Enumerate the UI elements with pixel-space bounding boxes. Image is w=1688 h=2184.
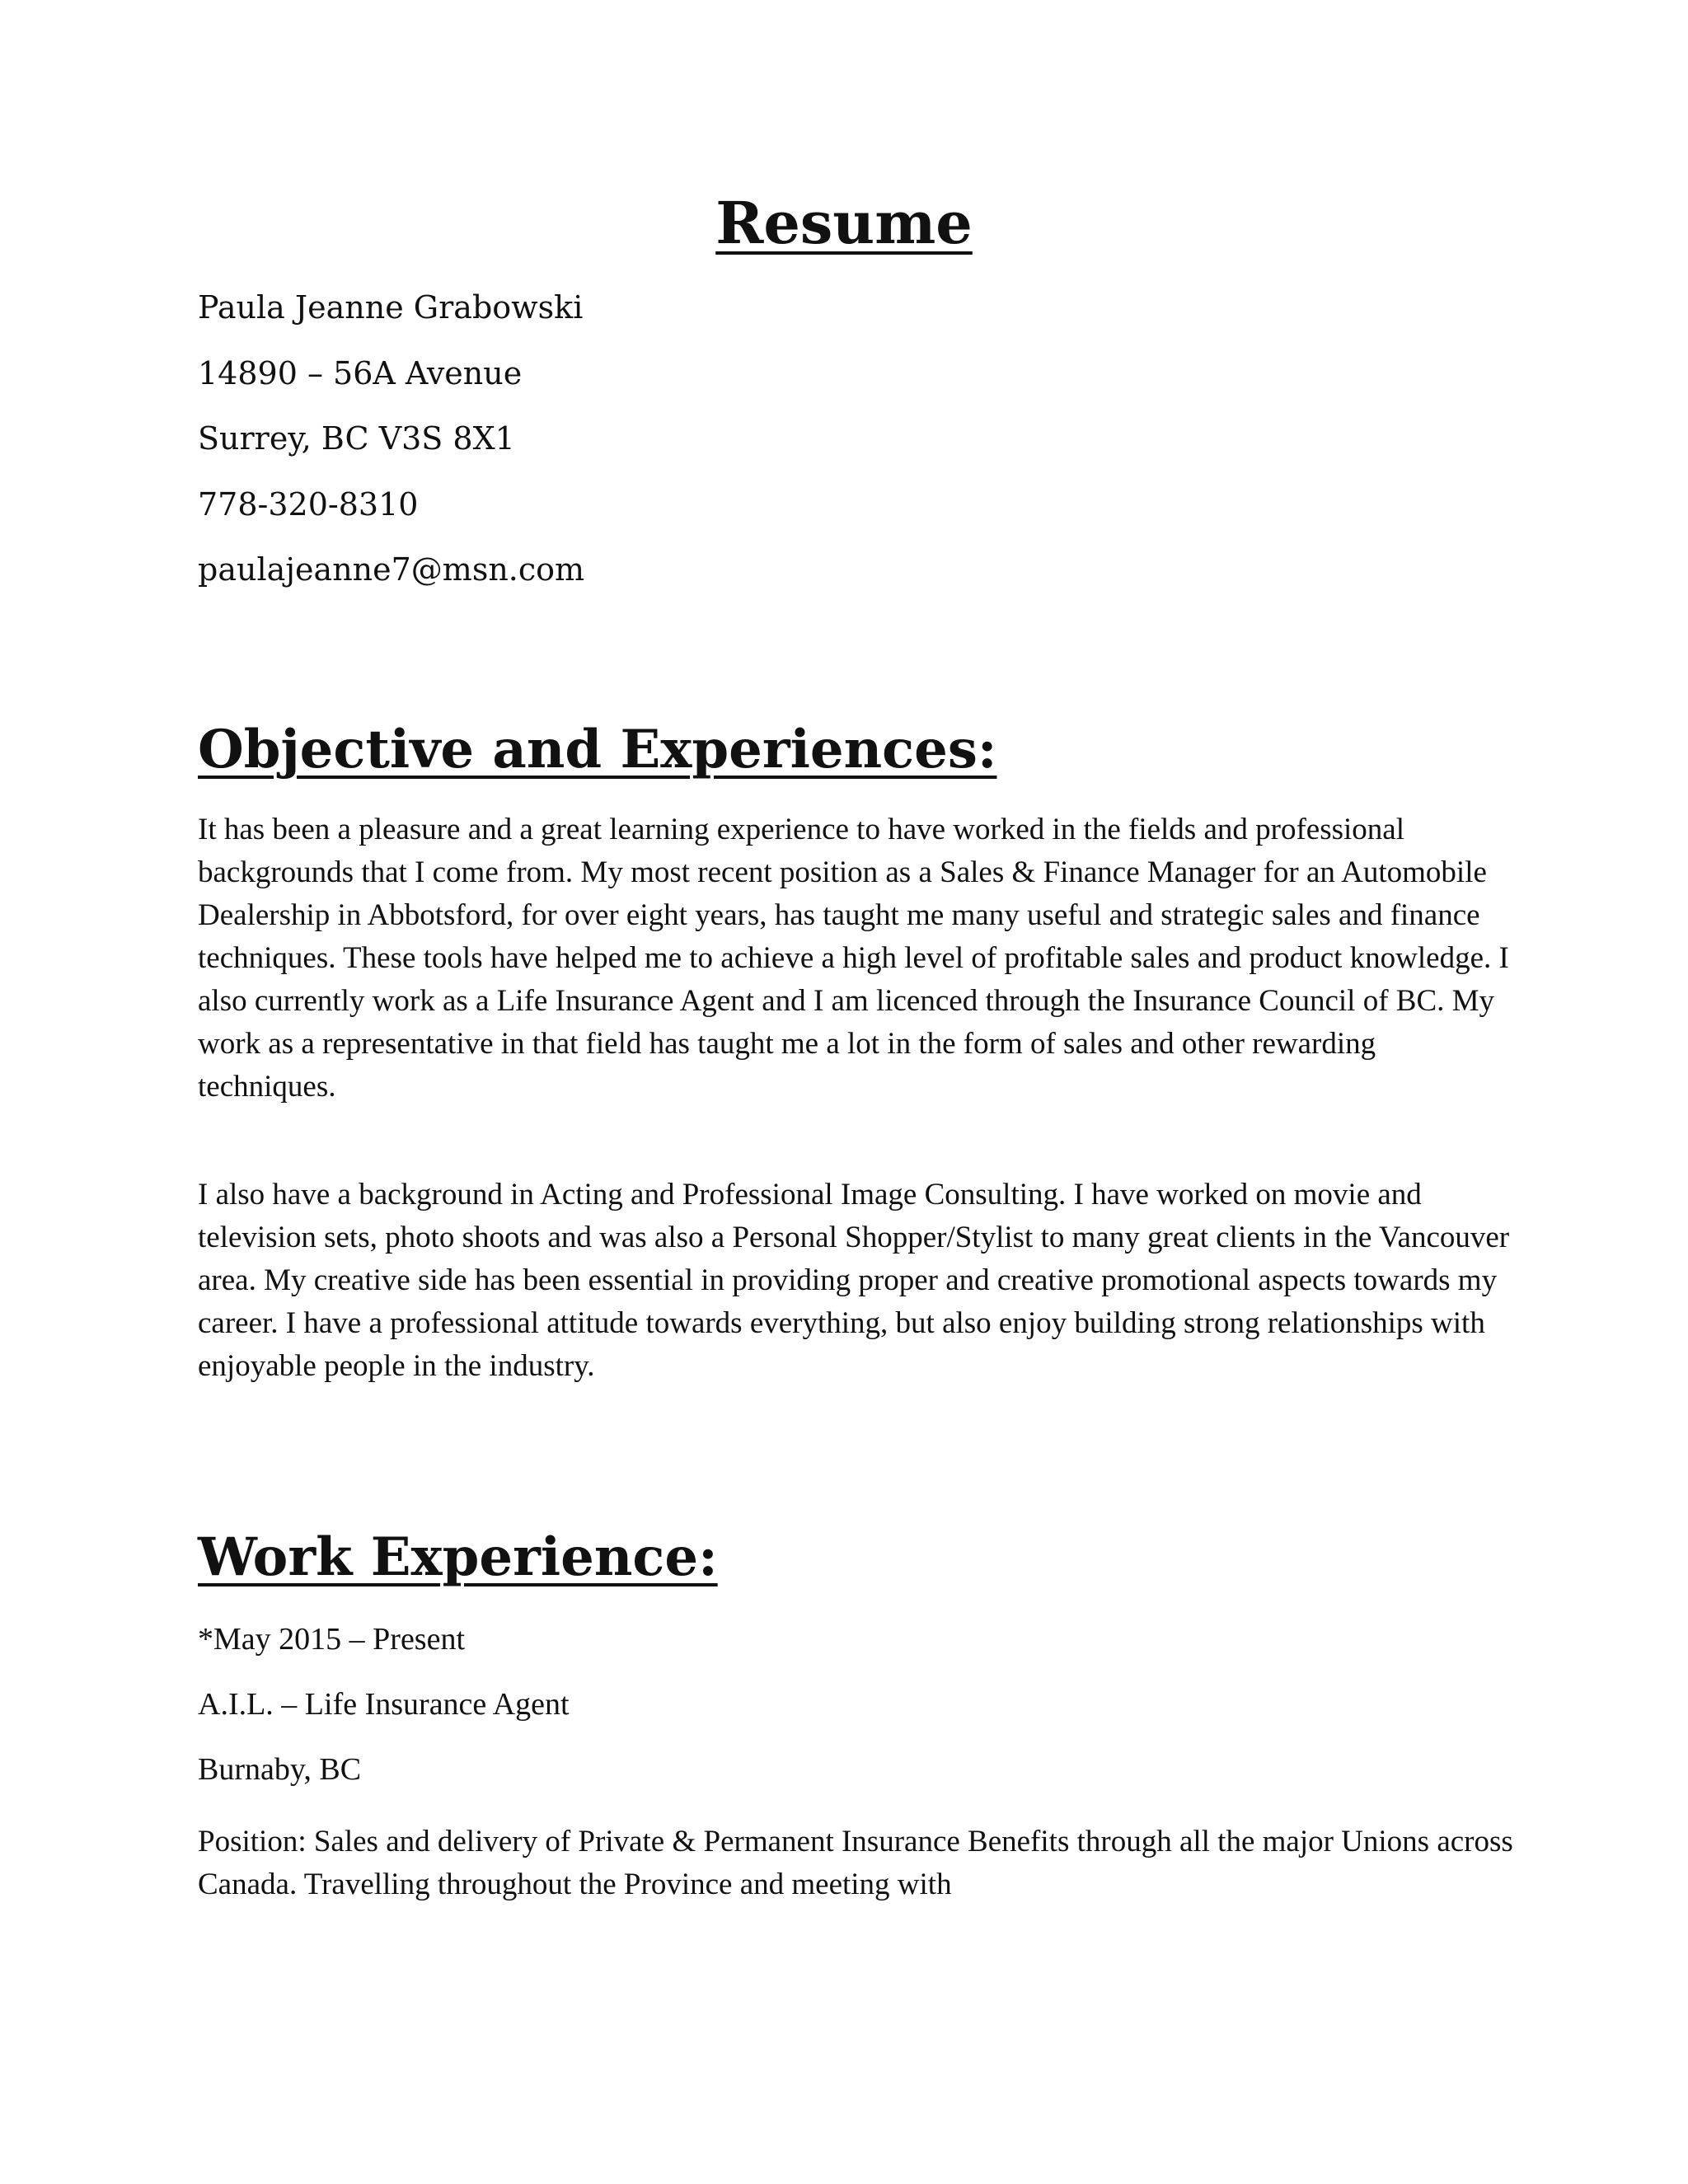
objective-heading: Objective and Experiences: <box>198 719 997 780</box>
objective-paragraph-2: I also have a background in Acting and Professional Image Consulting. I have worked on movie and television sets, photo shoots and was also a Personal Shopper/Stylist to many great clients in the Vancouver area. My creative side has been essential in providing proper and creative promotional aspects towards my career. I have a professional attitude towards everything, but also enjoy building strong relationships with enjoyable people in the industry. <box>198 1178 1510 1383</box>
contact-block <box>198 289 1517 620</box>
page-title: Resume <box>715 189 973 257</box>
work-entry-position: Position: Sales and delivery of Private & Permanent Insurance Benefits through all the major Unions across Canada. Travelling throughout the Province and meeting with <box>198 1825 1513 1901</box>
work-entry-dates: *May 2015 – Present <box>198 1622 466 1657</box>
contact-email: paulajeanne7@msn.com <box>198 551 585 588</box>
contact-name: Paula Jeanne Grabowski <box>198 289 584 326</box>
contact-address-line1: 14890 – 56A Avenue <box>198 354 523 391</box>
work-entry-location: Burnaby, BC <box>198 1752 362 1787</box>
work-entry <box>198 1624 1517 1819</box>
objective-paragraph-1: It has been a pleasure and a great learning experience to have worked in the fields and professional backgrounds that I come from. My most recent position as a Sales & Finance Manager for an Automobile Dealership in Abbotsford, for over eight years, has taught me many useful and strategic sales and finance techniques. These tools have helped me to achieve a high level of profitable sales and product knowledge. I also currently work as a Life Insurance Agent and I am licenced through the Insurance Council of BC. My work as a representative in that field has taught me a lot in the form of sales and other rewarding techniques. <box>198 813 1509 1104</box>
work-entry-employer: A.I.L. – Life Insurance Agent <box>198 1687 570 1722</box>
contact-address-line2: Surrey, BC V3S 8X1 <box>198 420 515 457</box>
contact-phone: 778-320-8310 <box>198 485 419 523</box>
work-experience-heading: Work Experience: <box>198 1526 718 1588</box>
